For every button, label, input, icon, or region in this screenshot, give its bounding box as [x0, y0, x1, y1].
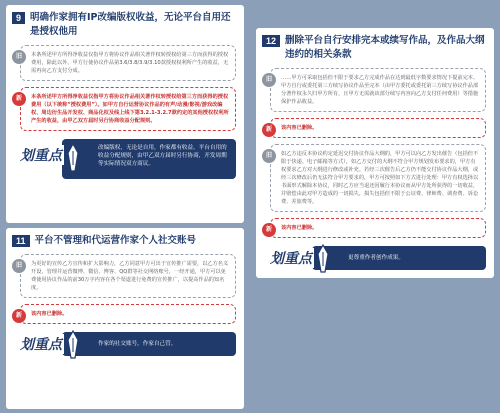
old-tag: 旧 — [12, 50, 26, 64]
old-clause-box — [15, 254, 236, 298]
fountain-pen-icon — [66, 330, 80, 360]
old-clause-box — [15, 45, 236, 81]
section-card-9 — [6, 5, 244, 223]
old-clause-box — [265, 144, 486, 212]
section-header — [6, 5, 244, 39]
highlight-text: 改编版权，无论是自用，作家都有收益。平台自用的收益分配规则，由甲乙双方届时另行协商，开发周期等实际情况双方商议。 — [98, 145, 227, 167]
highlight-text: 更尊重作者创作成果。 — [348, 255, 404, 261]
new-tag: 新 — [12, 309, 26, 323]
old-tag: 旧 — [262, 149, 276, 163]
new-clause-box — [15, 304, 236, 324]
highlight-label: 划重点 — [20, 145, 64, 165]
new-clause-text: 本条所述甲方所得净收益仅指甲方将协议作品相关著作权转授权给第三方而获得的授权费用（以下统称“授权费用”）。如甲方自行运营协议作品的有声/动漫/影视/游戏改编权、周边衍生品开发权、商品化权及线上线下第3.2.1-3.2.7款约定的其他授权权利所产生的收益，由甲乙双方届时另行协商收益分配规则。 — [31, 94, 229, 124]
new-tag: 新 — [12, 92, 26, 106]
new-tag: 新 — [262, 123, 276, 137]
old-clause-box — [265, 68, 486, 112]
highlight-text-box — [62, 332, 236, 356]
new-tag: 新 — [262, 223, 276, 237]
old-tag: 旧 — [12, 259, 26, 273]
highlight-label: 划重点 — [20, 334, 64, 354]
new-clause-text: 该内容已删除。 — [31, 311, 68, 317]
old-tag: 旧 — [262, 73, 276, 87]
section-header — [6, 228, 244, 248]
section-title: 平台不管理和代运营作家个人社交账号 — [34, 235, 197, 246]
section-number-badge: 9 — [12, 12, 25, 24]
highlight-label: 划重点 — [270, 248, 314, 268]
section-number-badge: 12 — [262, 35, 280, 47]
fountain-pen-icon — [316, 244, 330, 274]
new-clause-text: 该内容已删除。 — [281, 125, 318, 131]
old-clause-text: 为更好的宣传乙方宣传和扩大影响力，乙方同意甲方可出于宣传推广需要，以乙方名义开设、管理并运营微博、微信、博客、QQ群等社交网络账号，一经开通，甲方可以免费使用协议作品的前30万字内容在各个渠道进行免费的宣传推广，以提高作品的知名度。 — [31, 261, 229, 291]
highlight-text-box — [312, 246, 486, 270]
section-card-12 — [256, 28, 494, 278]
highlight-bar — [270, 246, 486, 270]
section-header — [256, 28, 494, 62]
section-number-badge: 11 — [12, 235, 30, 247]
section-card-11 — [6, 228, 244, 409]
highlight-text-box — [62, 139, 236, 179]
new-clause-box — [265, 118, 486, 138]
section-title: 删除平台自行安排完本或续写作品，及作品大纲违约的相关条款 — [285, 35, 485, 60]
highlight-text: 作家的社交账号，作家自己管。 — [98, 341, 177, 347]
fountain-pen-icon — [66, 143, 80, 173]
old-clause-text: 本条所述甲方所得净收益仅指甲方将协议作品相关著作权转授权给第三方而获得的授权费用，除此以外，甲方行使协议作品第3.6/3.8/3.9/3.10款授权权利所产生的收益，无需再向乙方支付分成。 — [31, 52, 229, 74]
highlight-bar — [20, 332, 236, 356]
new-clause-box — [265, 218, 486, 238]
new-clause-text: 该内容已删除。 — [281, 225, 318, 231]
old-clause-text: ……甲方可采取包括但不限于要求乙方完成作品在达到最低字数要求情况下提前完本、甲方自行或委托第三方续写协议作品至完本（由甲方委托或委托第三方续写协议作品部分著作权永久归甲方所有，且甲方无需就该部分续写内容向乙方支付任何费用）等措施保护作品收益。 — [281, 75, 479, 105]
new-clause-box — [15, 87, 236, 131]
section-title: 明确作家拥有IP改编版权收益，无论平台自用还是授权他用 — [30, 12, 231, 37]
highlight-bar — [20, 139, 236, 179]
old-clause-text: 如乙方违反本协议约定延迟交付协议作品大纲的，甲方可以向乙方发出催告（包括但不限于快递、电子邮箱等方式），如乙方交付的大纲不符合甲方规划发布要求的，甲方有权要求乙方对大纲进行修改或补充。若经三次催告后乙方仍不能交付协议作品大纲，或经三次修改后仍无法符合甲方要求的，甲方可按照如下方式进行处理：甲方有权选择以书面形式解除本协议，同时乙方应当退还因履行本协议而从甲方处所获得的一切收益，并赔偿由此对甲方造成的一切损失，损失包括但不限于公证费、律师费、调查费、诉讼费、差旅费等。 — [281, 151, 479, 205]
